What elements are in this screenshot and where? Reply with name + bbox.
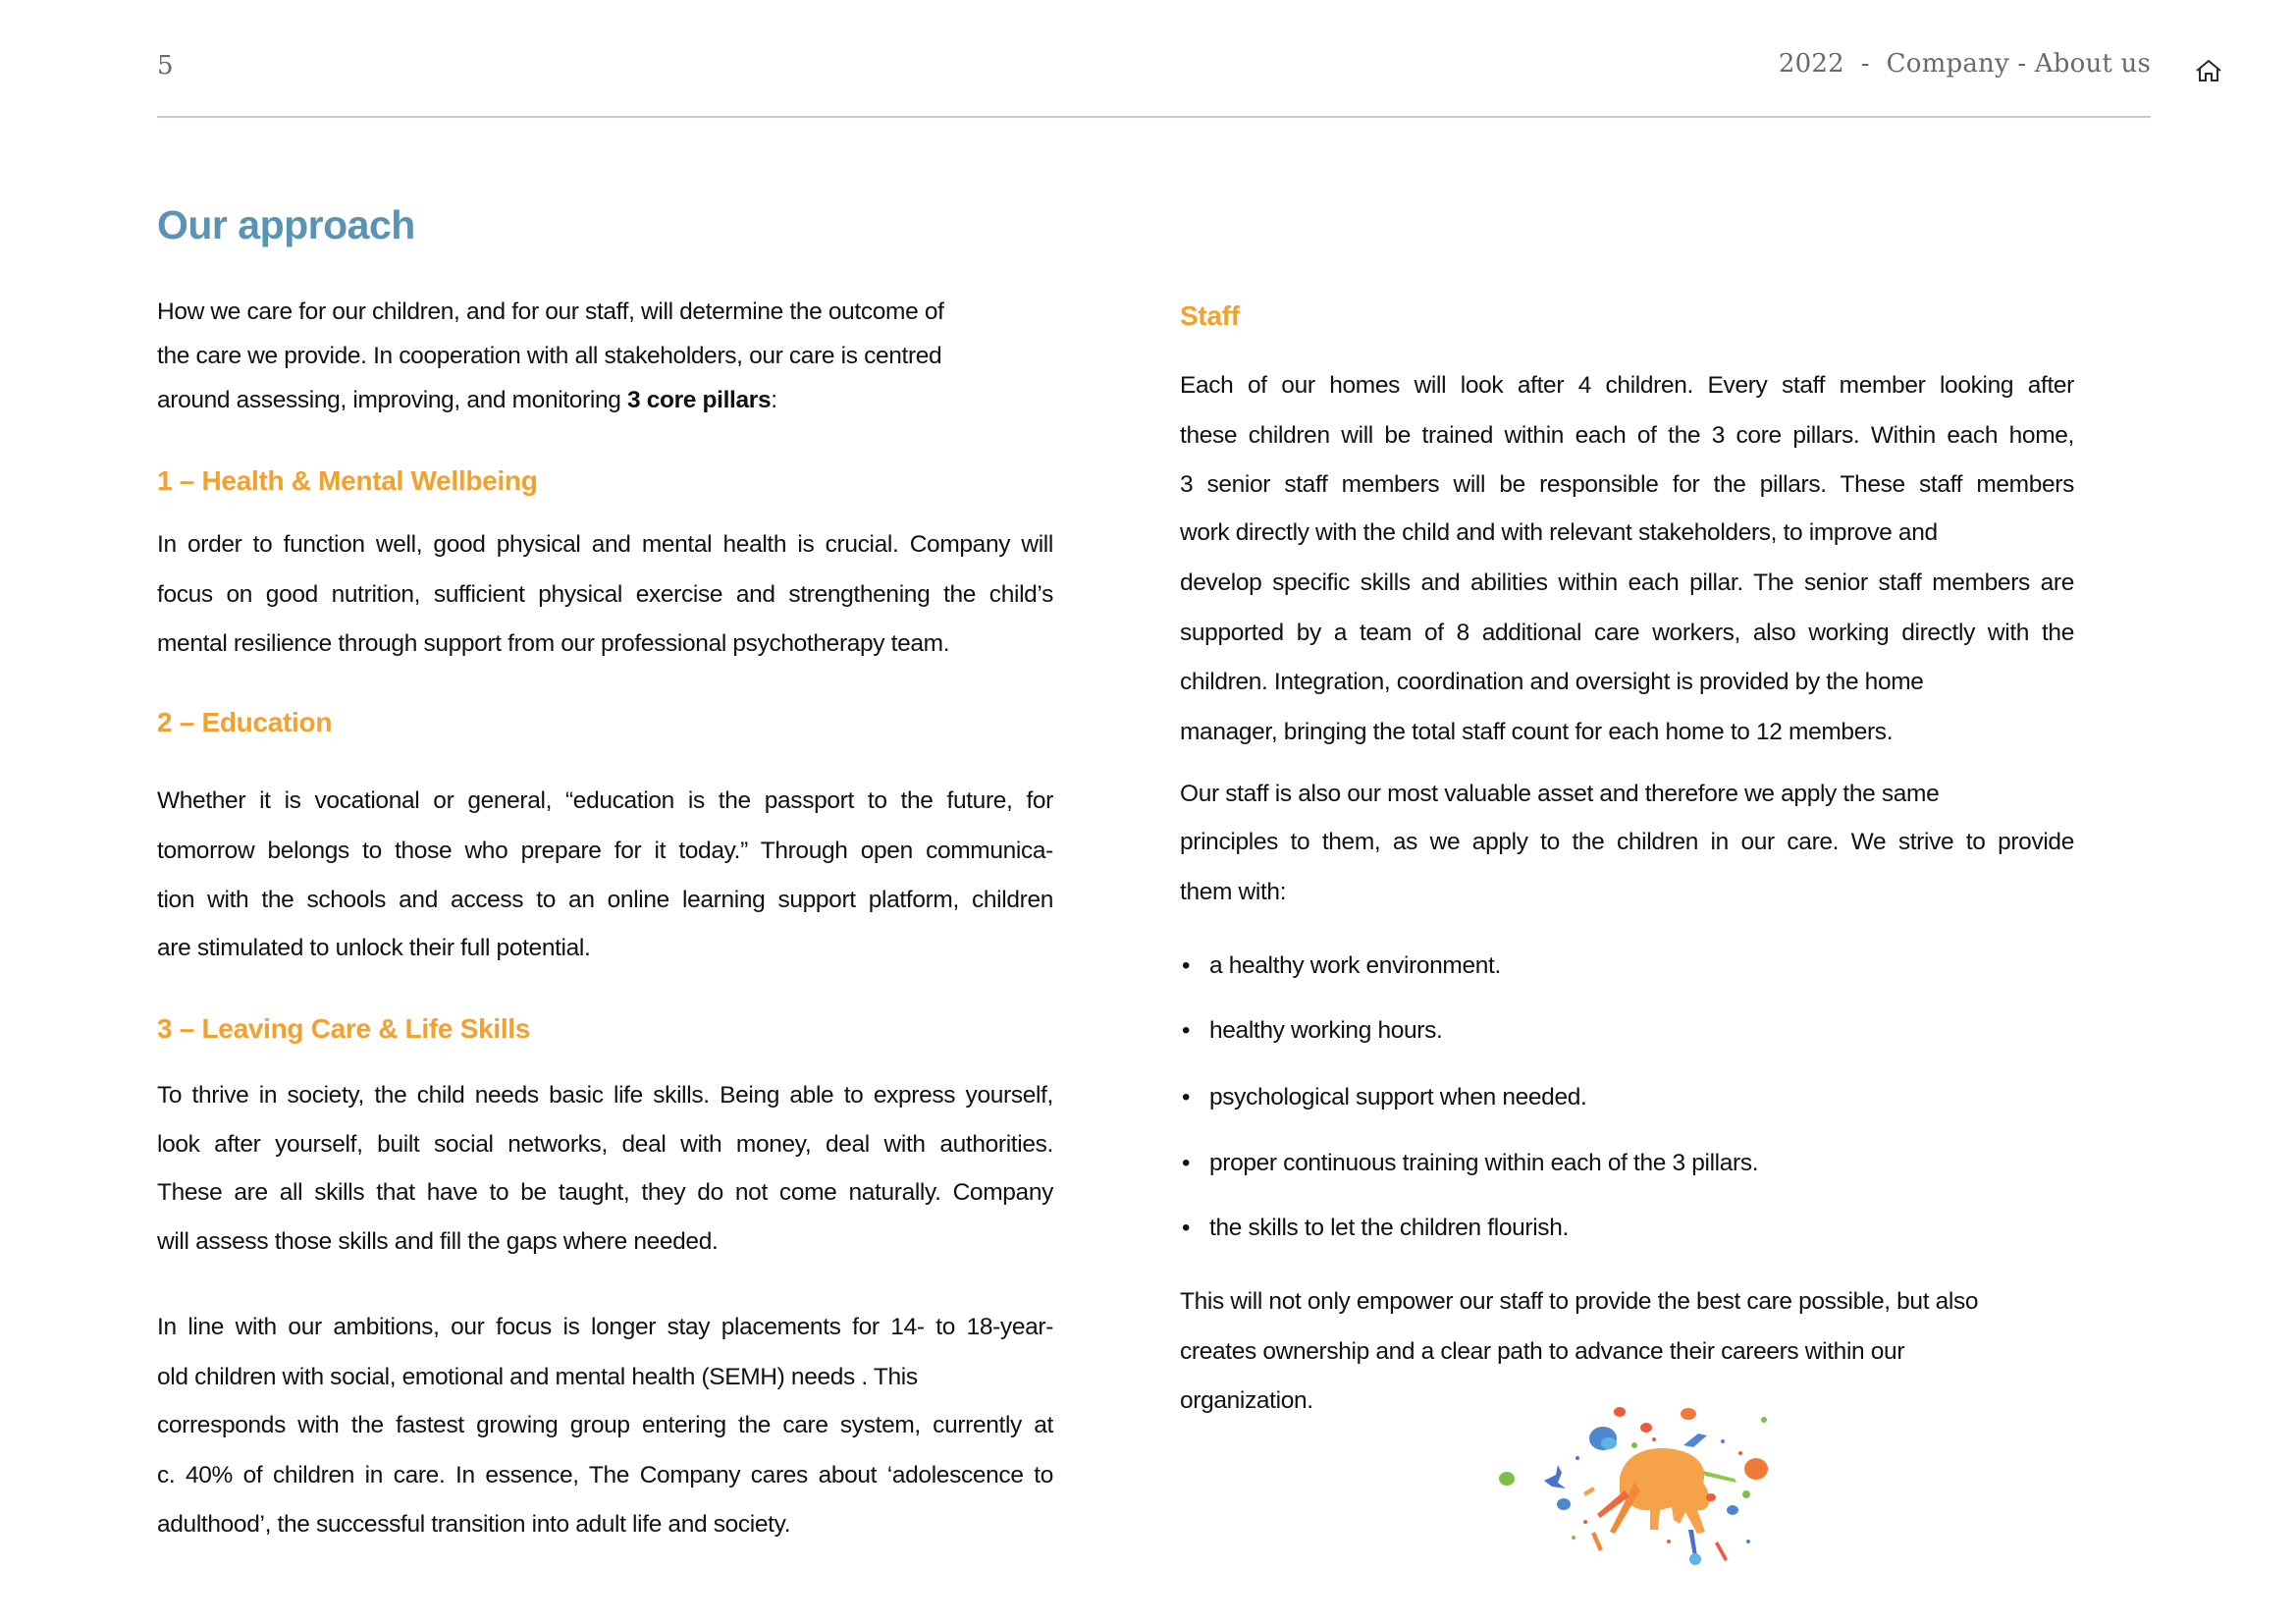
paint-splash-image	[1487, 1384, 1782, 1571]
pillar-line: In order to function well, good physical and mental health is crucial. Company will	[157, 531, 1053, 558]
pillar-line: mental resilience through support from our professional psychotherapy team.	[157, 630, 950, 657]
staff-line: Our staff is also our most valuable asset and therefore we apply the same	[1180, 781, 1940, 807]
bullet-icon: •	[1182, 1215, 1191, 1241]
core-pillars-emphasis: 3 core pillars	[626, 387, 772, 413]
closing-line: adulthood’, the successful transition into adult life and society.	[157, 1511, 791, 1538]
intro-colon: :	[771, 387, 777, 413]
staff-line: these children will be trained within each of the 3 core pillars. Within each home,	[1180, 422, 2074, 449]
staff-line: Each of our homes will look after 4 children. Every staff member looking after	[1180, 372, 2074, 399]
pillar-line: These are all skills that have to be taught, they do not come naturally. Company	[157, 1179, 1053, 1206]
list-item: proper continuous training within each of the 3 pillars.	[1209, 1150, 1759, 1176]
pillar-line: focus on good nutrition, sufficient physical exercise and strengthening the child’s	[157, 581, 1053, 608]
staff-line: manager, bringing the total staff count for each home to 12 members.	[1180, 719, 1894, 745]
list-item: psychological support when needed.	[1209, 1084, 1587, 1110]
bullet-icon: •	[1182, 1150, 1191, 1176]
page-title: Our approach	[157, 202, 415, 247]
staff-heading: Staff	[1180, 300, 1240, 331]
list-item: the skills to let the children flourish.	[1209, 1215, 1569, 1241]
pillar-line: Whether it is vocational or general, “education is the passport to the future, for	[157, 787, 1053, 814]
pillar-line: look after yourself, built social networks, deal with money, deal with authorities.	[157, 1131, 1053, 1158]
staff-line: principles to them, as we apply to the children in our care. We strive to provide	[1180, 829, 2074, 855]
home-icon[interactable]	[2195, 59, 2222, 82]
running-header-title: 2022 - Company - About us	[1778, 49, 2151, 79]
pillar-line: tomorrow belongs to those who prepare for it today.” Through open communica-	[157, 838, 1053, 864]
bullet-icon: •	[1182, 1084, 1191, 1110]
pillar-line: are stimulated to unlock their full potential.	[157, 935, 591, 961]
pillar-heading: 2 – Education	[157, 707, 333, 737]
intro-line	[157, 386, 1053, 415]
list-item: healthy working hours.	[1209, 1017, 1443, 1044]
intro-line: the care we provide. In cooperation with all stakeholders, our care is centred	[157, 343, 942, 369]
page-number: 5	[157, 51, 174, 81]
list-item: a healthy work environment.	[1209, 952, 1501, 979]
staff-line: organization.	[1180, 1387, 1313, 1414]
staff-line: work directly with the child and with relevant stakeholders, to improve and	[1180, 519, 1938, 546]
header-divider	[157, 116, 2151, 118]
pillar-line: tion with the schools and access to an online learning support platform, children	[157, 887, 1053, 913]
staff-line: creates ownership and a clear path to advance their careers within our	[1180, 1338, 1905, 1365]
closing-line: corresponds with the fastest growing group entering the care system, currently at	[157, 1412, 1053, 1438]
bullet-icon: •	[1182, 1017, 1191, 1044]
staff-line: supported by a team of 8 additional care workers, also working directly with the	[1180, 620, 2074, 646]
intro-text: around assessing, improving, and monitoring	[157, 387, 627, 413]
paint-splash-graphic	[1487, 1384, 1782, 1571]
home-icon-glyph	[2195, 59, 2222, 82]
staff-line: This will not only empower our staff to provide the best care possible, but also	[1180, 1288, 1979, 1315]
staff-line: develop specific skills and abilities within each pillar. The senior staff members are	[1180, 569, 2074, 596]
closing-line: old children with social, emotional and mental health (SEMH) needs . This	[157, 1364, 918, 1390]
closing-line: c. 40% of children in care. In essence, The Company cares about ‘adolescence to	[157, 1462, 1053, 1489]
intro-line: How we care for our children, and for our staff, will determine the outcome of	[157, 298, 944, 325]
bullet-icon: •	[1182, 952, 1191, 979]
staff-line: children. Integration, coordination and oversight is provided by the home	[1180, 669, 1924, 695]
staff-line: them with:	[1180, 879, 1287, 905]
closing-line: In line with our ambitions, our focus is longer stay placements for 14- to 18-year-	[157, 1314, 1053, 1340]
pillar-line: To thrive in society, the child needs basic life skills. Being able to express yourself,	[157, 1082, 1053, 1109]
staff-line: 3 senior staff members will be responsible for the pillars. These staff members	[1180, 471, 2074, 498]
pillar-line: will assess those skills and fill the gaps where needed.	[157, 1228, 719, 1255]
pillar-heading: 1 – Health & Mental Wellbeing	[157, 465, 538, 496]
pillar-heading: 3 – Leaving Care & Life Skills	[157, 1013, 531, 1044]
